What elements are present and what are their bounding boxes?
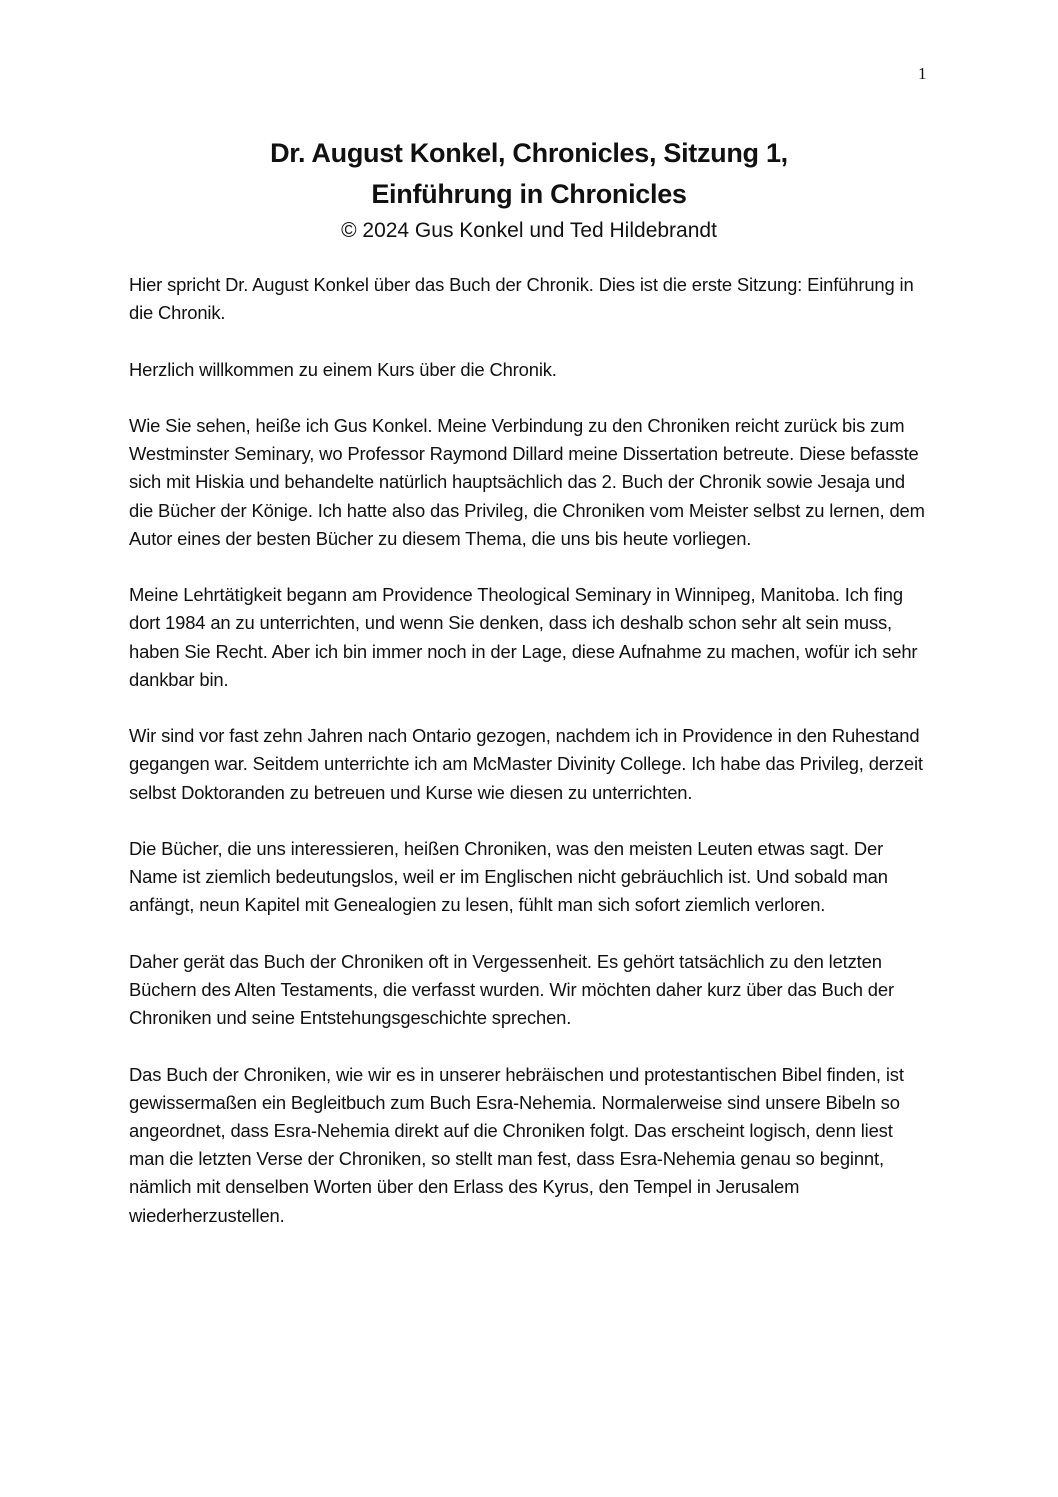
paragraph-intro: Hier spricht Dr. August Konkel über das Buch der Chronik. Dies ist die erste Sitzung: Einführung in die Chronik. xyxy=(129,274,914,324)
paragraph-name-of-books: Die Bücher, die uns interessieren, heißen Chroniken, was den meisten Leuten etwas sagt. Der Name ist ziemlich bedeutungslos, weil er im Englischen nicht gebräuchlich ist. Und sobald man anfängt, neun Kapitel mit Genealogien zu lesen, fühlt man sich sofort ziemlich verloren. xyxy=(129,837,888,916)
paragraph-forgotten: Daher gerät das Buch der Chroniken oft in Vergessenheit. Es gehört tatsächlich zu den letzten Büchern des Alten Testaments, die verfasst wurden. Wir möchten daher kurz über das Buch der Chroniken und seine Entstehungsgeschichte sprechen. xyxy=(129,950,894,1029)
document-header xyxy=(0,133,1058,246)
paragraph-welcome: Herzlich willkommen zu einem Kurs über die Chronik. xyxy=(129,358,557,380)
paragraph-ontario: Wir sind vor fast zehn Jahren nach Ontario gezogen, nachdem ich in Providence in den Ruhestand gegangen war. Seitdem unterrichte ich am McMaster Divinity College. Ich habe das Privileg, derzeit selbst Doktoranden zu betreuen und Kurse wie diesen zu unterrichten. xyxy=(129,725,923,803)
document-body xyxy=(129,271,929,1258)
title-line-2: Einführung in Chronicles xyxy=(371,179,687,209)
paragraph-teaching: Meine Lehrtätigkeit begann am Providence Theological Seminary in Winnipeg, Manitoba. Ich fing dort 1984 an zu unterrichten, und wenn Sie denken, dass ich deshalb schon sehr alt sein muss, haben Sie Recht. Aber ich bin immer noch in der Lage, diese Aufnahme zu machen, wofür ich sehr dankbar bin. xyxy=(129,584,918,690)
title-line-1: Dr. August Konkel, Chronicles, Sitzung 1, xyxy=(270,138,788,168)
copyright-notice: © 2024 Gus Konkel und Ted Hildebrandt xyxy=(341,219,717,242)
paragraph-background: Wie Sie sehen, heiße ich Gus Konkel. Meine Verbindung zu den Chroniken reicht zurück bis zum Westminster Seminary, wo Professor Raymond Dillard meine Dissertation betreute. Diese befasste sich mit Hiskia und behandelte natürlich hauptsächlich das 2. Buch der Chronik sowie Jesaja und die Bücher der Könige. Ich hatte also das Privileg, die Chroniken vom Meister selbst zu lernen, dem Autor eines der besten Bücher zu diesem Thema, die uns bis heute vorliegen. xyxy=(129,414,925,549)
page-number: 1 xyxy=(918,64,927,83)
paragraph-companion-book: Das Buch der Chroniken, wie wir es in unserer hebräischen und protestantischen Bibel finden, ist gewissermaßen ein Begleitbuch zum Buch Esra-Nehemia. Normalerweise sind unsere Bibeln so angeordnet, dass Esra-Nehemia direkt auf die Chroniken folgt. Das erscheint logisch, denn liest man die letzten Verse der Chroniken, so stellt man fest, dass Esra-Nehemia genau so beginnt, nämlich mit denselben Worten über den Erlass des Kyrus, den Tempel in Jerusalem wiederherzustellen. xyxy=(129,1063,904,1226)
